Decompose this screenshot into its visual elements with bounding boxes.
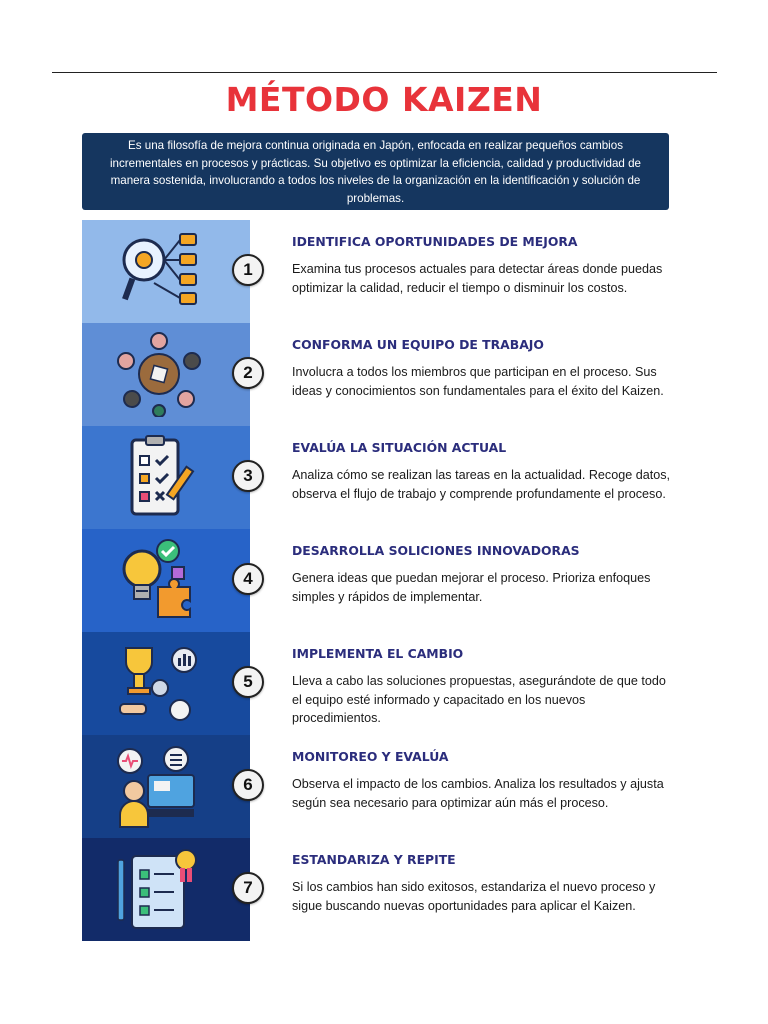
step-title: IDENTIFICA OPORTUNIDADES DE MEJORA: [292, 234, 578, 249]
step-1-panel: [82, 220, 250, 323]
step-title: IMPLEMENTA EL CAMBIO: [292, 646, 464, 661]
step-5: [82, 632, 672, 735]
step-title: CONFORMA UN EQUIPO DE TRABAJO: [292, 337, 544, 352]
intro-box: Es una filosofía de mejora continua originada en Japón, enfocada en realizar pequeños cambios incrementales en procesos y prácticas. Su objetivo es optimizar la eficiencia, calidad y productividad de manera sostenida, involucrando a todos los niveles de la organización en la identificación y solución de problemas.: [82, 133, 669, 210]
step-number-badge: 3: [232, 460, 264, 492]
document-checklist-badge-icon: [114, 846, 204, 932]
step-number-badge: 1: [232, 254, 264, 286]
step-4: [82, 529, 672, 632]
step-4-panel: [82, 529, 250, 632]
steps-list: [82, 220, 672, 941]
clipboard-checklist-icon: [114, 434, 204, 520]
monitoring-person-icon: [114, 743, 204, 829]
step-number-badge: 2: [232, 357, 264, 389]
step-number-badge: 7: [232, 872, 264, 904]
step-number-badge: 4: [232, 563, 264, 595]
step-number-badge: 5: [232, 666, 264, 698]
step-description: Lleva a cabo las soluciones propuestas, asegurándote de que todo el equipo esté informado y capacitado en los nuevos procedimientos.: [292, 674, 666, 725]
step-6: [82, 735, 672, 838]
step-title: MONITOREO Y EVALÚA: [292, 749, 449, 764]
step-description: Examina tus procesos actuales para detectar áreas donde puedas optimizar la calidad, reducir el tiempo o disminuir los costos.: [292, 262, 663, 295]
step-title: EVALÚA LA SITUACIÓN ACTUAL: [292, 440, 507, 455]
step-5-panel: [82, 632, 250, 735]
step-7-panel: [82, 838, 250, 941]
step-7: [82, 838, 672, 941]
top-divider: [52, 72, 717, 73]
step-2-panel: [82, 323, 250, 426]
trophy-gear-chart-icon: [114, 640, 204, 726]
step-3-panel: [82, 426, 250, 529]
step-title: DESARROLLA SOLICIONES INNOVADORAS: [292, 543, 580, 558]
step-description: Involucra a todos los miembros que participan en el proceso. Sus ideas y conocimientos son fundamentales para el éxito del Kaizen.: [292, 365, 664, 398]
step-description: Observa el impacto de los cambios. Analiza los resultados y ajusta según sea necesario para optimizar aún más el proceso.: [292, 777, 664, 810]
magnifier-gear-network-icon: [114, 228, 204, 314]
lightbulb-puzzle-icon: [114, 537, 204, 623]
step-1: [82, 220, 672, 323]
step-title: ESTANDARIZA Y REPITE: [292, 852, 456, 867]
step-3: [82, 426, 672, 529]
step-2: [82, 323, 672, 426]
step-description: Si los cambios han sido exitosos, estandariza el nuevo proceso y sigue buscando nuevas oportunidades para aplicar el Kaizen.: [292, 880, 656, 913]
step-description: Analiza cómo se realizan las tareas en la actualidad. Recoge datos, observa el flujo de trabajo y comprende profundamente el proceso.: [292, 468, 671, 501]
step-description: Genera ideas que puedan mejorar el proceso. Prioriza enfoques simples y rápidos de implementar.: [292, 571, 651, 604]
step-number-badge: 6: [232, 769, 264, 801]
team-meeting-icon: [114, 331, 204, 417]
page-title: MÉTODO KAIZEN: [225, 80, 543, 119]
step-6-panel: [82, 735, 250, 838]
